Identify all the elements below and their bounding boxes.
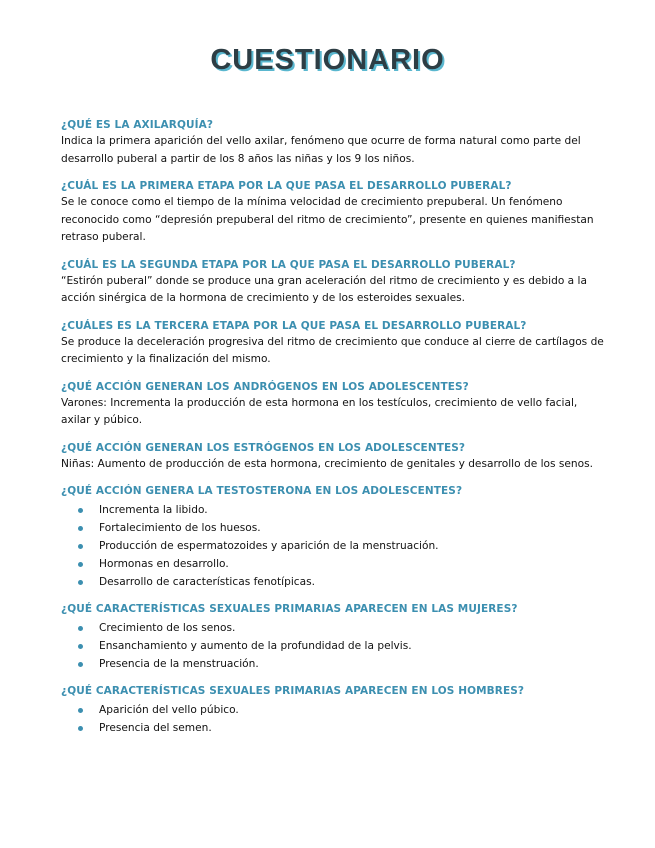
- list-item-text: Crecimiento de los senos.: [99, 622, 236, 634]
- bullet-icon: [78, 508, 83, 513]
- bullet-list: [61, 619, 606, 673]
- list-item: [61, 501, 606, 519]
- question-section: [61, 257, 606, 308]
- bullet-list: [61, 501, 606, 591]
- list-item-text: Hormonas en desarrollo.: [99, 558, 229, 570]
- answer-text: Niñas: Aumento de producción de esta hormona, crecimiento de genitales y desarrollo de los senos.: [61, 457, 594, 470]
- question-heading: ¿QUÉ ES LA AXILARQUÍA?: [61, 119, 214, 131]
- bullet-icon: [78, 644, 83, 649]
- list-item: [61, 573, 606, 591]
- bullet-icon: [78, 726, 83, 731]
- list-item-text: Producción de espermatozoides y aparición de la menstruación.: [99, 540, 439, 552]
- answer-text: Se le conoce como el tiempo de la mínima velocidad de crecimiento prepuberal. Un fenómeno reconocido como “depresión prepuberal del ritmo de crecimiento”, presente en quienes manifiestan retraso puberal.: [61, 196, 594, 243]
- answer-text: Indica la primera aparición del vello axilar, fenómeno que ocurre de forma natural como parte del desarrollo puberal a partir de los 8 años las niñas y los 9 los niños.: [61, 135, 581, 165]
- question-section: [61, 440, 606, 474]
- list-item-text: Aparición del vello púbico.: [99, 704, 239, 716]
- question-section: [61, 683, 606, 737]
- question-heading: ¿CUÁL ES LA PRIMERA ETAPA POR LA QUE PASA EL DESARROLLO PUBERAL?: [61, 180, 512, 192]
- list-item: [61, 701, 606, 719]
- list-item: [61, 555, 606, 573]
- list-item: [61, 619, 606, 637]
- list-item-text: Desarrollo de características fenotípicas.: [99, 576, 315, 588]
- list-item-text: Presencia de la menstruación.: [99, 658, 259, 670]
- question-section: [61, 178, 606, 247]
- question-heading: ¿QUÉ ACCIÓN GENERAN LOS ANDRÓGENOS EN LOS ADOLESCENTES?: [61, 380, 469, 393]
- page-title: CUESTIONARIO: [210, 44, 445, 76]
- list-item-text: Fortalecimiento de los huesos.: [99, 522, 261, 534]
- bullet-icon: [78, 708, 83, 713]
- question-section: [61, 483, 606, 591]
- answer-text: Se produce la deceleración progresiva del ritmo de crecimiento que conduce al cierre de cartílagos de crecimiento y la finalización del mismo.: [61, 335, 604, 365]
- bullet-list: [61, 701, 606, 737]
- list-item: [61, 537, 606, 555]
- bullet-icon: [78, 626, 83, 631]
- bullet-icon: [78, 544, 83, 549]
- list-item-text: Presencia del semen.: [99, 722, 212, 734]
- question-section: [61, 379, 606, 430]
- question-section: [61, 601, 606, 673]
- list-item: [61, 719, 606, 737]
- question-heading: ¿QUÉ CARACTERÍSTICAS SEXUALES PRIMARIAS APARECEN EN LAS MUJERES?: [61, 603, 518, 615]
- question-heading: ¿QUÉ CARACTERÍSTICAS SEXUALES PRIMARIAS APARECEN EN LOS HOMBRES?: [61, 685, 525, 697]
- list-item: [61, 655, 606, 673]
- bullet-icon: [78, 526, 83, 531]
- question-section: [61, 318, 606, 369]
- bullet-icon: [78, 562, 83, 567]
- question-heading: ¿CUÁL ES LA SEGUNDA ETAPA POR LA QUE PASA EL DESARROLLO PUBERAL?: [61, 258, 516, 271]
- answer-text: Varones: Incrementa la producción de esta hormona en los testículos, crecimiento de vello facial, axilar y púbico.: [61, 396, 578, 426]
- question-heading: ¿CUÁLES ES LA TERCERA ETAPA POR LA QUE PASA EL DESARROLLO PUBERAL?: [61, 319, 527, 332]
- answer-text: “Estirón puberal” donde se produce una gran aceleración del ritmo de crecimiento y es debido a la acción sinérgica de la hormona de crecimiento y de los esteroides sexuales.: [61, 274, 587, 304]
- question-heading: ¿QUÉ ACCIÓN GENERA LA TESTOSTERONA EN LOS ADOLESCENTES?: [61, 485, 463, 497]
- questionnaire: [61, 117, 606, 747]
- list-item-text: Ensanchamiento y aumento de la profundidad de la pelvis.: [99, 640, 412, 652]
- list-item: [61, 637, 606, 655]
- bullet-icon: [78, 662, 83, 667]
- question-section: [61, 117, 606, 168]
- bullet-icon: [78, 580, 83, 585]
- question-heading: ¿QUÉ ACCIÓN GENERAN LOS ESTRÓGENOS EN LOS ADOLESCENTES?: [61, 441, 466, 454]
- list-item: [61, 519, 606, 537]
- list-item-text: Incrementa la libido.: [99, 504, 208, 516]
